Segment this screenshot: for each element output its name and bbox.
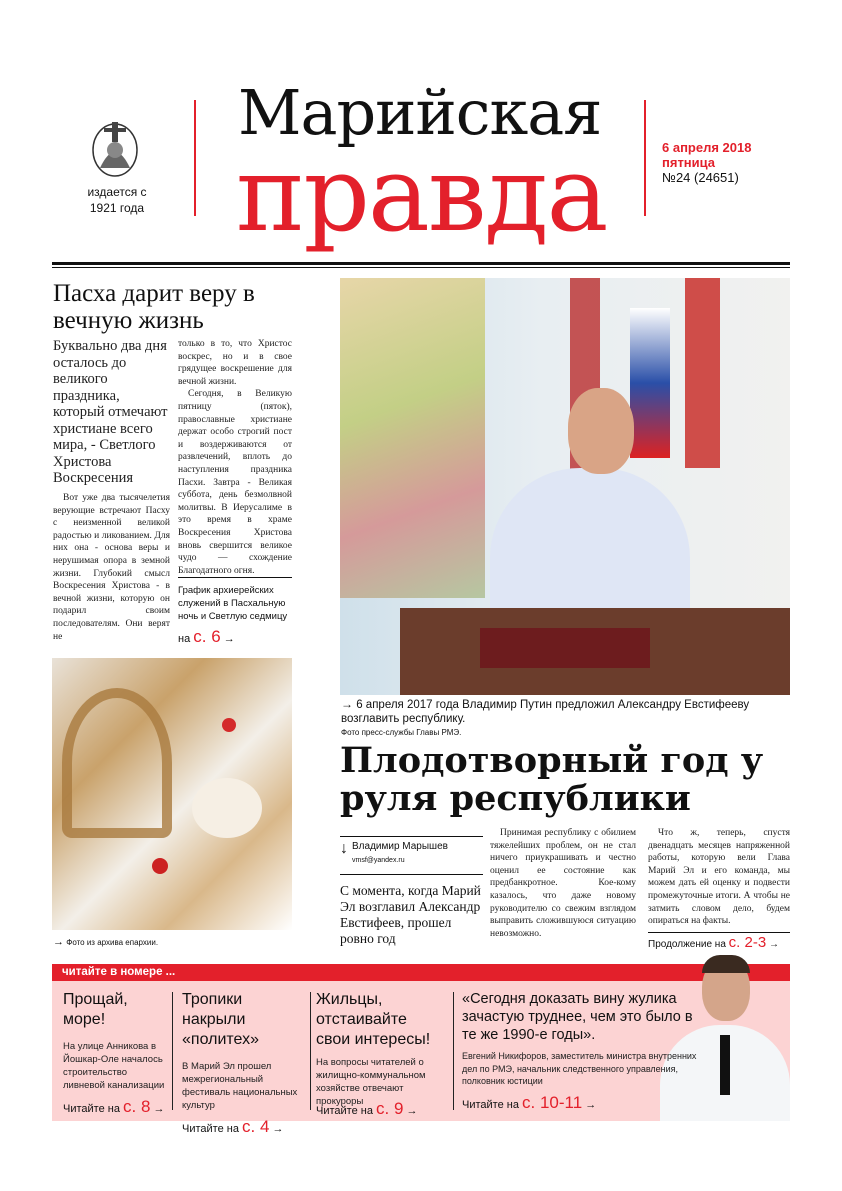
inside-bar: читайте в номере ... bbox=[52, 964, 790, 981]
teaser-1[interactable]: Прощай, море! На улице Анникова в Йошкар-Оле началось строительство ливневой канализации Читайте на с. 8 → bbox=[63, 991, 165, 1116]
rule bbox=[178, 577, 292, 578]
author-email[interactable]: vmsf@yandex.ru bbox=[352, 857, 405, 864]
easter-headline: Пасха дарит веру в вечную жизнь bbox=[53, 280, 255, 334]
main-photo-caption: → 6 апреля 2017 года Владимир Путин предложил Александру Евстифееву возглавить республику. bbox=[341, 697, 750, 725]
issue-date: 6 апреля 2018 bbox=[662, 140, 752, 155]
main-col2: Что ж, теперь, спустя двенадцать месяцев напряженной работы, которую вели Глава Марий Эл и его команда, мы можем дать ей оценку и подвести промежуточные итоги. А чтобы не затмить словом дело, будем опираться на факты. bbox=[648, 828, 790, 927]
issue-number: №24 (24651) bbox=[662, 170, 739, 185]
easter-col1: Вот уже два тысячелетия верующие встречают Пасху с неизменной великой радостью и ликованием. Для них она - основа веры и нерушимая опора в земной жизни. Глубокий смысл Воскресения Христова - в вечной жизни, которую он подарил своим последователям. Они верят не bbox=[53, 493, 170, 642]
divider bbox=[194, 100, 196, 216]
masthead-title-line1: Марийская bbox=[238, 76, 602, 149]
schedule-teaser: График архиерейских служений в Пасхальную ночь и Светлую седмицу bbox=[178, 585, 288, 622]
easter-photo bbox=[52, 658, 292, 930]
rule bbox=[340, 874, 483, 875]
easter-photo-caption: → Фото из архива епархии. bbox=[53, 936, 159, 948]
schedule-link[interactable]: на с. 6 → bbox=[178, 627, 235, 646]
easter-lead: Буквально два дня осталось до великого праздника, который отмечают христиане всего мира, - Светлого Христова Воскресения bbox=[53, 338, 168, 486]
author-name: Владимир Марышев bbox=[352, 841, 448, 852]
author-arrow: ↓ bbox=[340, 840, 348, 857]
emblem bbox=[88, 116, 142, 180]
teaser-2[interactable]: Тропики накрыли «политех» В Марий Эл прошел межрегиональный фестиваль национальных культур Читайте на с. 4 → bbox=[182, 991, 298, 1136]
rule bbox=[648, 932, 790, 933]
teaser-divider bbox=[172, 992, 173, 1110]
masthead-rule bbox=[52, 262, 790, 268]
main-lead: С момента, когда Марий Эл возглавил Александр Евстифеев, прошел ровно год bbox=[340, 883, 481, 946]
main-photo-credit: Фото пресс-службы Главы РМЭ. bbox=[341, 728, 462, 737]
continued-link[interactable]: Продолжение на с. 2-3 → bbox=[648, 934, 779, 951]
main-headline: Плодотворный год у руля республики bbox=[340, 740, 764, 819]
main-col1: Принимая республику с обилием тяжелейших проблем, он не стал ничего приукрашивать и честно оценил ее состояние как предбанкротное. Кое-кому казалось, что даже новому руководителю со свежим взглядом выправить сложившуюся ситуацию невозможно. bbox=[490, 828, 636, 939]
main-photo bbox=[340, 278, 790, 695]
teaser-divider bbox=[310, 992, 311, 1110]
teaser-divider bbox=[453, 992, 454, 1110]
teaser-4[interactable]: «Сегодня доказать вину жулика зачастую труднее, чем это было в те же 1990-е годы». Евгений Никифоров, заместитель министра внутренних дел по РМЭ, начальник следственного управления, полковник юстиции Читайте на с. 10-11 → bbox=[462, 991, 697, 1112]
divider bbox=[644, 100, 646, 216]
since-label: издается с 1921 года bbox=[87, 185, 147, 215]
easter-col2: только в то, что Христос воскрес, но и в свое грядущее воскрешение для вечной жизни. Сегодня, в Великую пятницу (пяток), православные христиане держат особо строгий пост и воздерживаются от развлечений, вплоть до наступления праздника Пасхи. Завтра - Великая суббота, день безмолвной молитвы. В Иерусалиме в это время в храме Воскресения Христова вновь свершится великое чудо — схождение Благодатного огня. bbox=[178, 339, 292, 576]
rule bbox=[340, 836, 483, 837]
masthead-title-line2: правда bbox=[236, 133, 607, 255]
teaser-3[interactable]: Жильцы, отстаивайте свои интересы! На вопросы читателей о жилищно-коммунальном хозяйстве отвечают прокуроры Читайте на с. 9 → bbox=[316, 991, 431, 1118]
issue-weekday: пятница bbox=[662, 155, 716, 170]
